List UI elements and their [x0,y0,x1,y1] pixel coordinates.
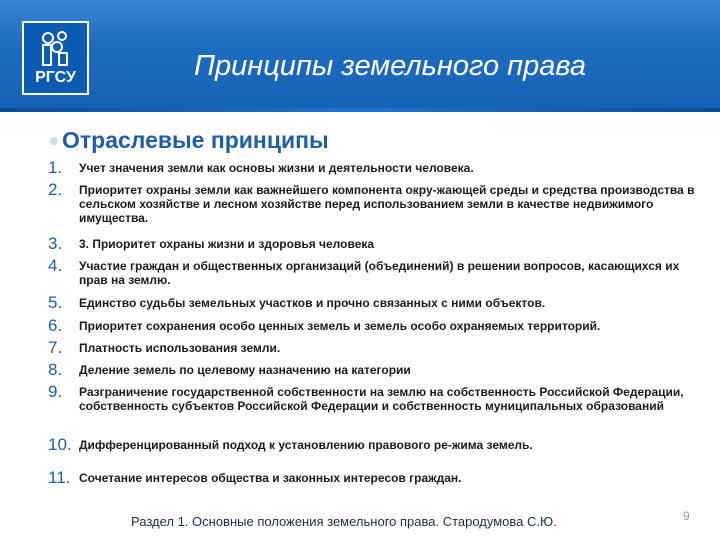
rgsu-logo [22,21,89,95]
item-text: Платность использования земли. [79,341,281,355]
item-number: 6. [48,316,63,335]
item-text: Участие граждан и общественных организаций (объединений) в решении вопросов, касающихся их прав на землю. [79,259,680,287]
item-number: 3. [48,234,63,253]
item-number: 9. [48,382,63,401]
item-text: Учет значения земли как основы жизни и деятельности человека. [79,161,474,175]
item-text: Деление земель по целевому назначению на категории [79,363,411,377]
subtitle-bullet-icon [50,137,58,145]
item-number: 11. [48,468,71,487]
logo-text: РГСУ [35,69,76,86]
item-text: Дифференцированный подход к установлению правового ре-жима земель. [79,438,533,452]
item-number: 10. [48,435,72,454]
item-text: Приоритет охраны земли как важнейшего компонента окру-жающей среды и средства производства в сельском хозяйстве и лесном хозяйстве перед использованием земли в качестве недвижимого имущества. [79,183,695,225]
item-number: 5. [48,293,63,312]
header-divider [0,108,720,112]
slide-title: Принципы земельного права [194,50,586,82]
item-number: 8. [48,360,63,379]
item-number: 4. [48,256,63,275]
item-number: 7. [48,338,63,357]
item-number: 1. [48,158,63,177]
item-text: Единство судьбы земельных участков и прочно связанных с ними объектов. [79,296,546,310]
section-subtitle: Отраслевые принципы [62,127,329,153]
logo-emblem-icon [40,29,72,69]
item-text: Приоритет сохранения особо ценных земель и земель особо охраняемых территорий. [79,319,601,333]
item-text: Сочетание интересов общества и законных интересов граждан. [79,471,462,485]
page-number: 9 [683,509,690,523]
item-text: 3. Приоритет охраны жизни и здоровья человека [79,237,375,251]
item-number: 2. [48,180,63,199]
slide-header [0,0,720,112]
slide-footer: Раздел 1. Основные положения земельного права. Стародумова С.Ю. [131,514,557,529]
item-text: Разграничение государственной собственности на землю на собственность Российской Федерации, собственность субъектов Российской Федерации и собственность муниципальных образований [79,385,684,413]
